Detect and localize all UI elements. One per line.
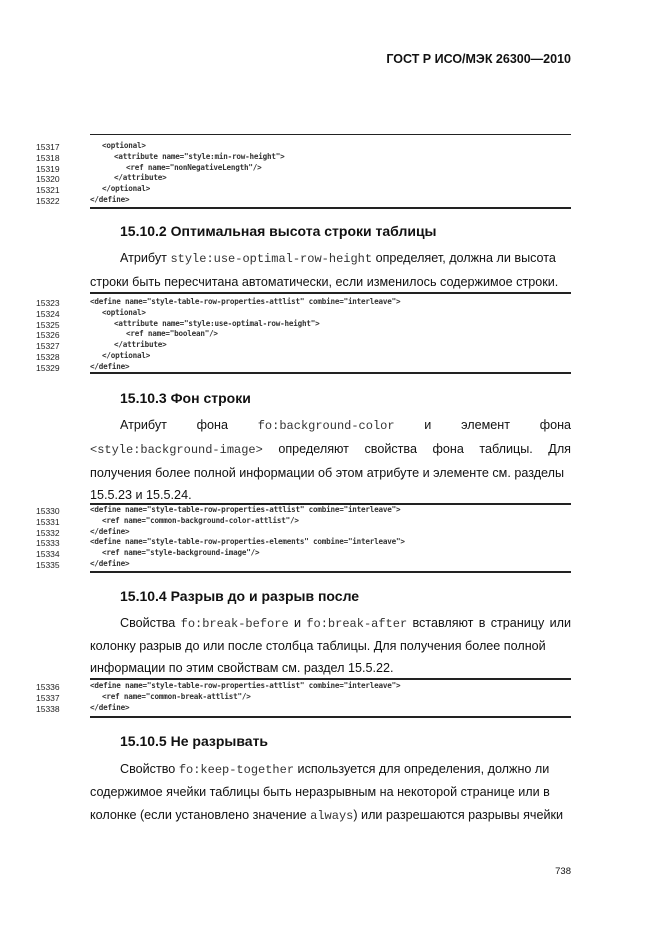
paragraph-line <box>120 246 571 271</box>
paragraph-line <box>120 757 571 782</box>
code-line: <ref name="nonNegativeLength"/> <box>126 162 262 172</box>
code-line: <define name="style-table-row-properties-attlist" combine="interleave"> <box>90 681 401 690</box>
paragraph-line: строки быть пересчитана автоматически, если изменилось содержимое строки. <box>90 275 559 289</box>
code-line: <ref name="common-break-attlist"/> <box>102 691 251 701</box>
line-number: 15317 <box>36 142 60 152</box>
inline-code: fo:break-after <box>306 617 408 631</box>
code-line: <attribute name="style:use-optimal-row-height"> <box>114 318 320 328</box>
line-number: 15325 <box>36 319 60 330</box>
code-line: <define name="style-table-row-properties-attlist" combine="interleave"> <box>90 297 401 306</box>
code-block-top-rule <box>90 134 571 135</box>
code-line: <define name="style-table-row-properties-elements" combine="interleave"> <box>90 537 405 547</box>
inline-code: always <box>310 809 354 823</box>
line-number: 15319 <box>36 163 60 174</box>
code-block-bottom-rule <box>90 716 571 718</box>
section-heading: 15.10.4 Разрыв до и разрыв после <box>120 588 360 604</box>
line-number: 15336 <box>36 682 60 692</box>
code-line: <attribute name="style:min-row-height"> <box>114 151 285 161</box>
document-header: ГОСТ Р ИСО/МЭК 26300—2010 <box>386 52 571 66</box>
section-heading: 15.10.5 Не разрывать <box>120 733 269 749</box>
paragraph-text: Атрибут <box>120 418 167 432</box>
line-number: 15333 <box>36 538 60 549</box>
code-line: <ref name="boolean"/> <box>126 329 218 339</box>
inline-code: style:use-optimal-row-height <box>170 252 373 266</box>
code-block-bottom-rule <box>90 207 571 209</box>
code-line: </define> <box>90 702 130 712</box>
code-line: <define name="style-table-row-properties-attlist" combine="interleave"> <box>90 505 401 514</box>
code-line: <ref name="style-background-image"/> <box>102 548 260 558</box>
line-number: 15318 <box>36 152 60 163</box>
paragraph-text: используется для определения, должно ли <box>297 762 550 776</box>
paragraph-line: информации по этим свойствам см. раздел 15.5.22. <box>90 661 394 675</box>
paragraph-text: вставляют в страницу или <box>412 616 572 630</box>
paragraph-text: Свойство <box>120 762 176 776</box>
code-line: </attribute> <box>114 173 167 183</box>
code-block-bottom-rule <box>90 372 571 374</box>
code-block-top-rule <box>90 292 571 294</box>
code-line: <ref name="common-background-color-attlist"/> <box>102 515 299 525</box>
paragraph-text: элемент <box>461 418 510 432</box>
paragraph-text: Атрибут <box>120 251 167 265</box>
code-line: </optional> <box>102 351 151 360</box>
page-number: 738 <box>555 866 571 877</box>
paragraph-text: и <box>424 418 432 432</box>
paragraph-text: фона <box>196 418 228 432</box>
code-line: <optional> <box>102 141 146 150</box>
paragraph-text: Свойства <box>120 616 176 630</box>
section-heading: 15.10.3 Фон строки <box>120 390 251 406</box>
paragraph-line <box>120 413 571 438</box>
code-line: </define> <box>90 361 130 371</box>
paragraph-line <box>90 437 571 462</box>
paragraph-text: фона <box>539 418 572 432</box>
line-number: 15338 <box>36 703 60 714</box>
paragraph-line: получения более полной информации об этом атрибуте и элементе см. разделы <box>90 466 565 480</box>
code-line: </define> <box>90 526 130 536</box>
line-number: 15326 <box>36 330 60 341</box>
line-number: 15334 <box>36 549 60 560</box>
line-number: 15332 <box>36 527 60 538</box>
paragraph-text: ) или разрешаются разрывы ячейки <box>353 808 564 822</box>
inline-code: fo:break-before <box>180 617 289 631</box>
line-number: 15337 <box>36 692 60 703</box>
code-line: </define> <box>90 559 130 568</box>
line-number: 15330 <box>36 506 60 516</box>
line-number: 15331 <box>36 516 60 527</box>
paragraph-line: колонку разрыв до или после столбца таблицы. Для получения более полной <box>90 639 546 653</box>
paragraph-text: и <box>293 616 302 630</box>
line-number: 15328 <box>36 352 60 362</box>
line-number: 15324 <box>36 308 60 319</box>
paragraph-line <box>120 611 571 636</box>
code-block-top-rule <box>90 678 571 680</box>
section-heading: 15.10.2 Оптимальная высота строки таблицы <box>120 223 437 239</box>
inline-code: fo:background-color <box>257 419 395 433</box>
paragraph-text: определяют свойства фона таблицы. Для <box>278 442 571 456</box>
paragraph-line: содержимое ячейки таблицы быть неразрывным на некоторой странице или в <box>90 785 550 799</box>
line-number: 15329 <box>36 362 60 373</box>
code-block-bottom-rule <box>90 571 571 573</box>
paragraph-text: колонке (если установлено значение <box>90 808 307 822</box>
line-number: 15321 <box>36 185 60 196</box>
code-line: <optional> <box>102 307 146 317</box>
paragraph-line <box>90 803 571 828</box>
inline-code: <style:background-image> <box>90 443 263 457</box>
paragraph-line: 15.5.23 и 15.5.24. <box>90 488 192 502</box>
code-line: </define> <box>90 195 130 204</box>
line-number: 15323 <box>36 298 60 308</box>
code-line: </optional> <box>102 184 151 194</box>
line-number: 15335 <box>36 560 60 570</box>
inline-code: fo:keep-together <box>178 763 295 777</box>
line-number: 15320 <box>36 174 60 185</box>
paragraph-text: определяет, должна ли высота <box>375 251 556 265</box>
line-number: 15327 <box>36 341 60 352</box>
code-line: </attribute> <box>114 340 167 350</box>
line-number: 15322 <box>36 196 60 206</box>
